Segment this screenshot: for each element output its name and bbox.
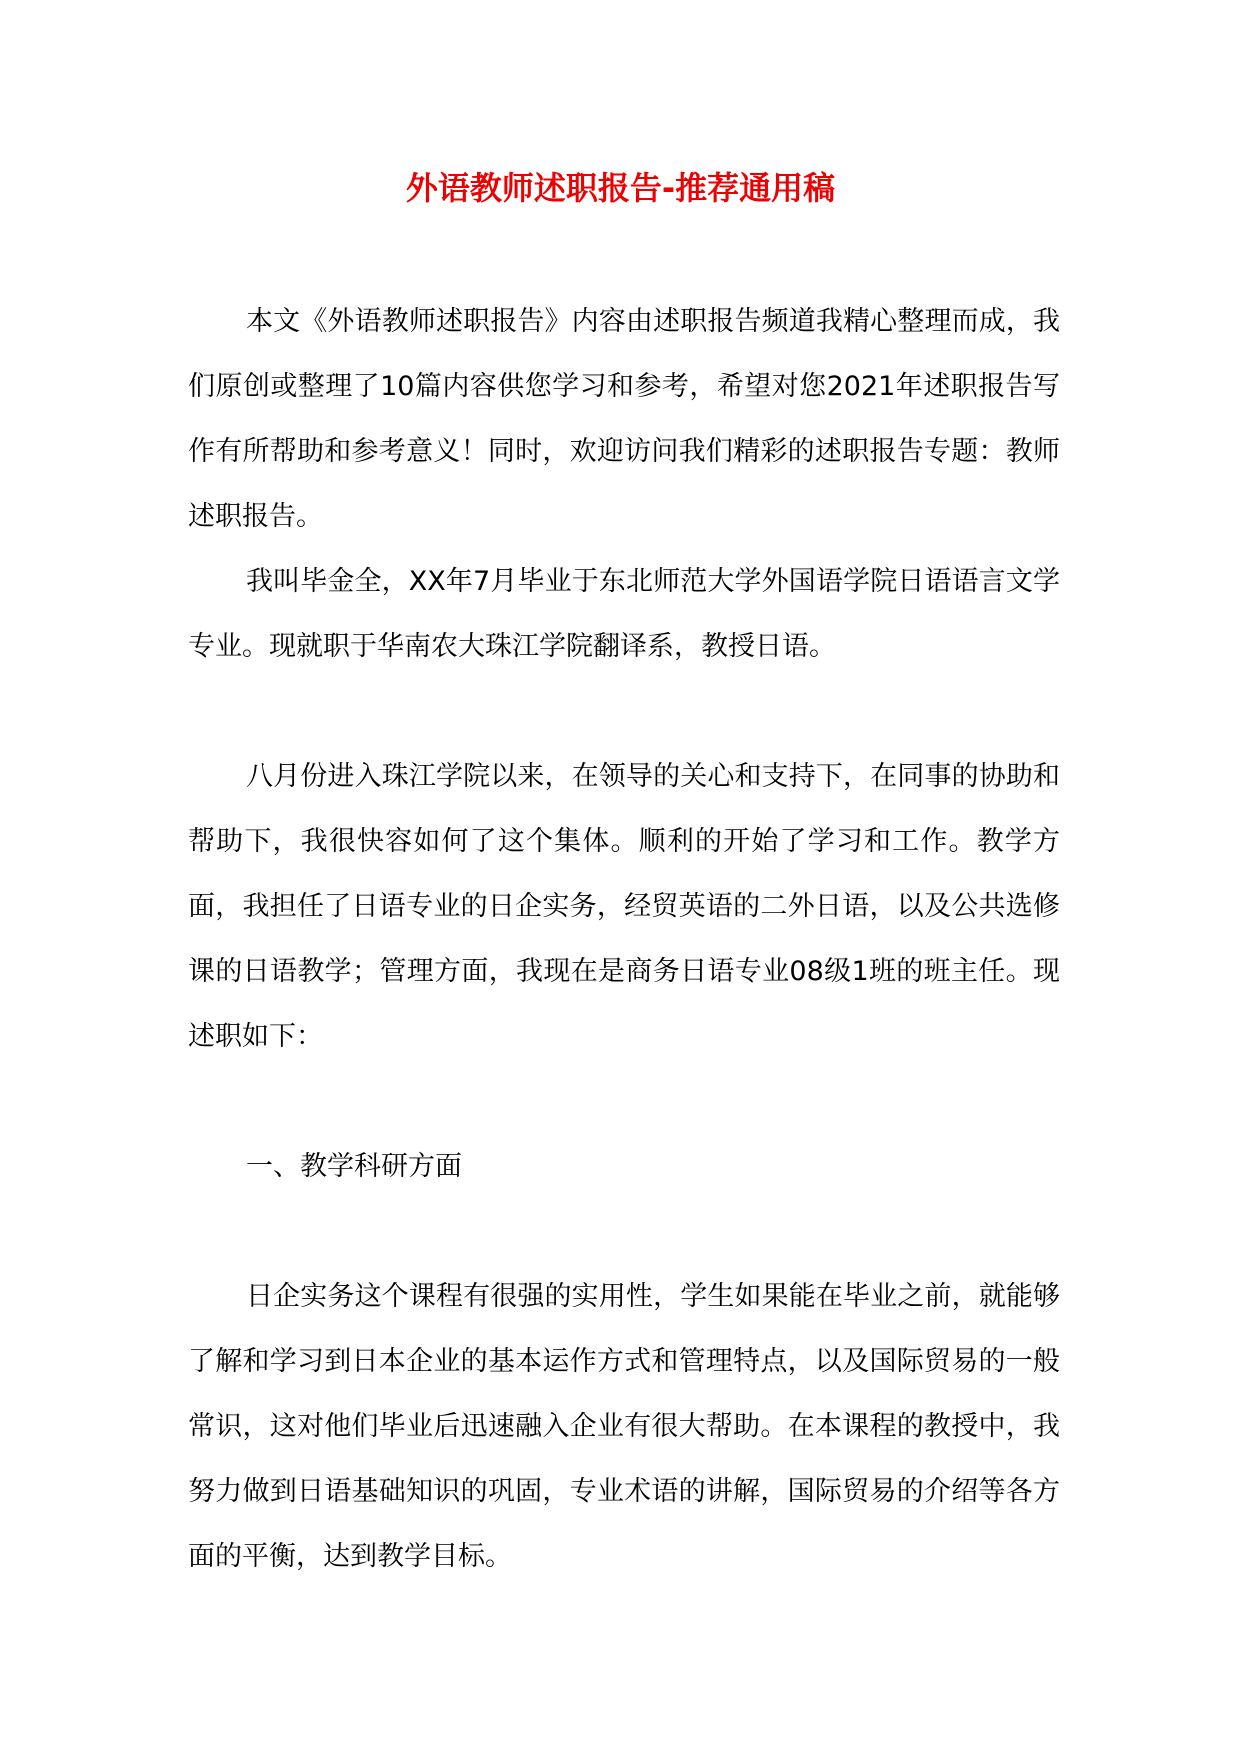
overview-paragraph: 八月份进入珠江学院以来，在领导的关心和支持下，在同事的协助和帮助下，我很快容如何了这个集体。顺利的开始了学习和工作。教学方面，我担任了日语专业的日企实务，经贸英语的二外日语，以及公共选修课的日语教学；管理方面，我现在是商务日语专业08级1班的班主任。现述职如下： (188, 761, 1060, 1052)
paragraph-spacer (188, 1199, 1060, 1264)
document-title: 外语教师述职报告-推荐通用稿 (405, 169, 836, 207)
paragraph-spacer (188, 1069, 1060, 1134)
section-heading: 一、教学科研方面 (246, 1151, 462, 1182)
paragraph-spacer (188, 679, 1060, 744)
teaching-paragraph: 日企实务这个课程有很强的实用性，学生如果能在毕业之前，就能够了解和学习到日本企业的基本运作方式和管理特点，以及国际贸易的一般常识，这对他们毕业后迅速融入企业有很大帮助。在本课程的教授中，我努力做到日语基础知识的巩固，专业术语的讲解，国际贸易的介绍等各方面的平衡，达到教学目标。 (188, 1281, 1060, 1572)
document-body (188, 289, 1060, 1589)
intro-paragraph: 本文《外语教师述职报告》内容由述职报告频道我精心整理而成，我们原创或整理了10篇内容供您学习和参考，希望对您2021年述职报告写作有所帮助和参考意义！同时，欢迎访问我们精彩的述职报告专题：教师述职报告。 (188, 306, 1060, 532)
self-intro-paragraph: 我叫毕金全，XX年7月毕业于东北师范大学外国语学院日语语言文学专业。现就职于华南农大珠江学院翻译系，教授日语。 (188, 566, 1060, 662)
